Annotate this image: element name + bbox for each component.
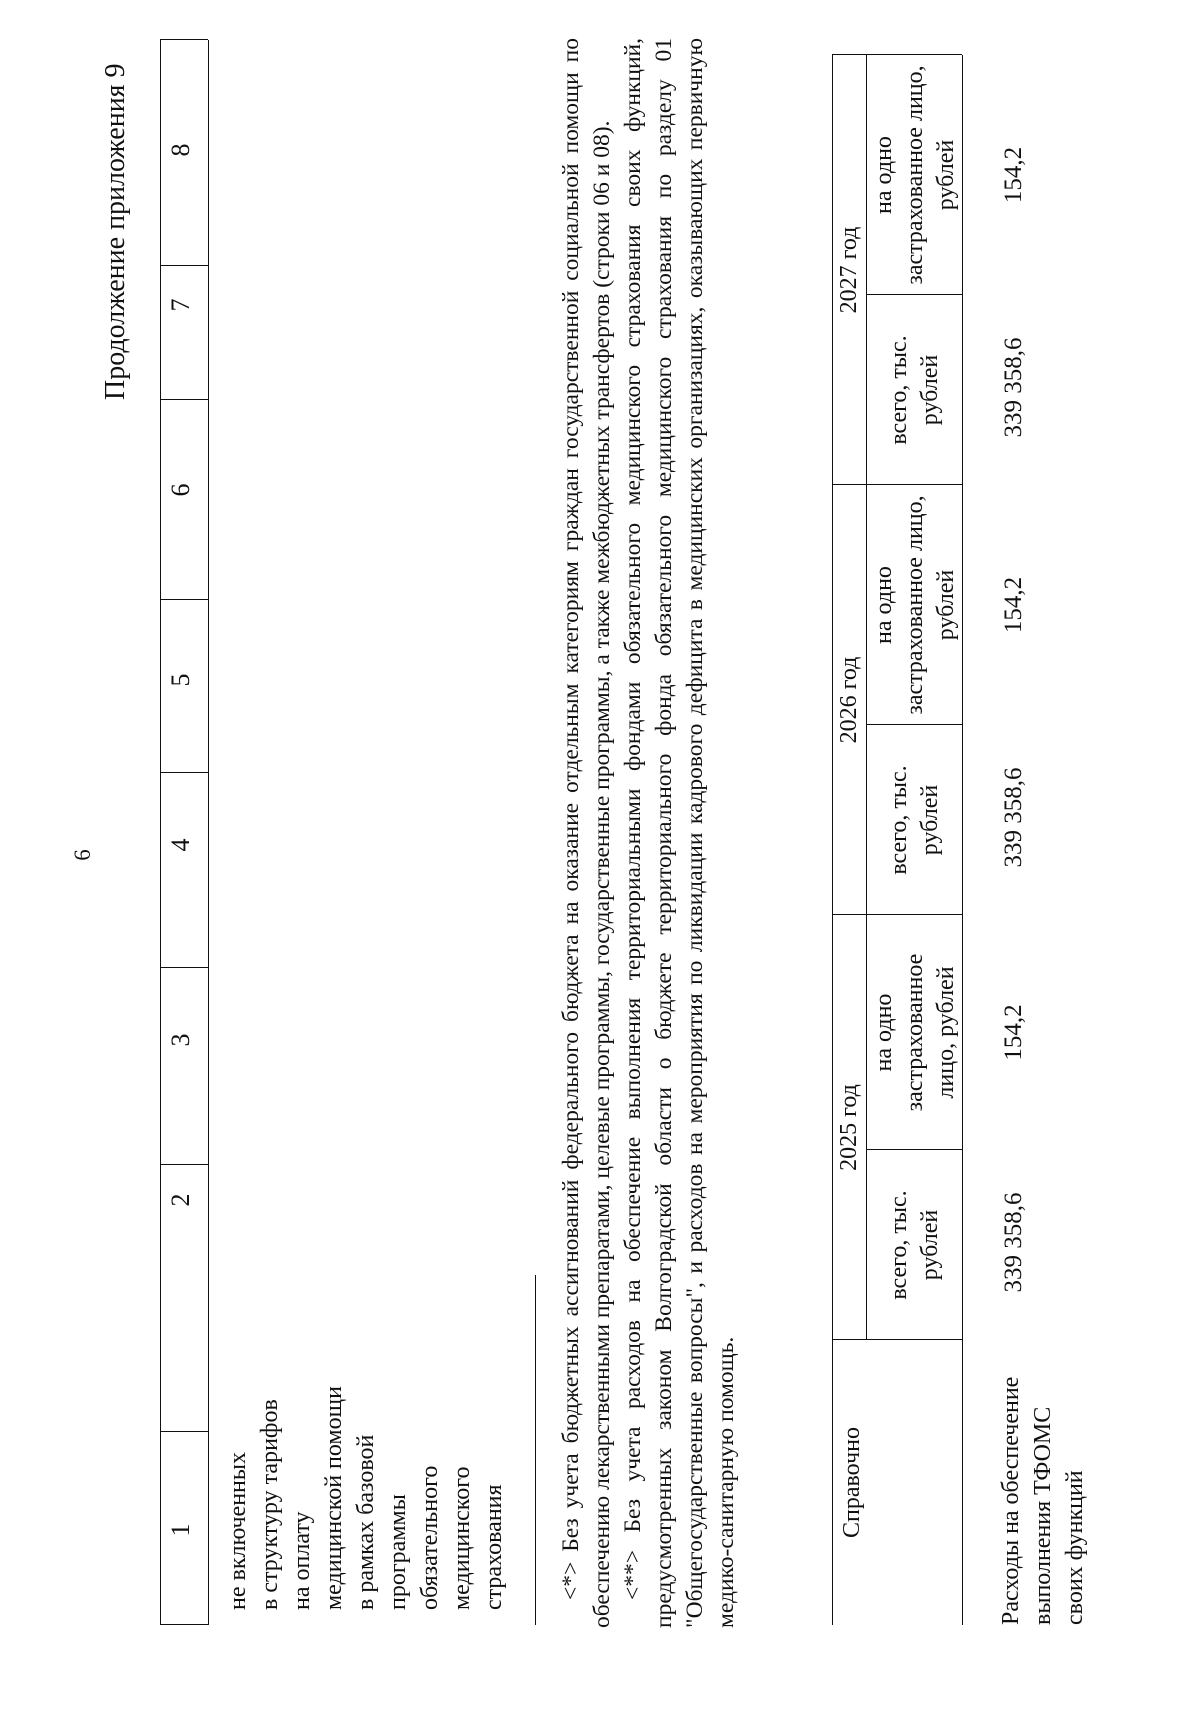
row-label-line: медицинской помощи [321,1386,347,1610]
value-2026-total: 339 358,6 [1000,767,1027,868]
footnote-rule [535,1275,536,1625]
reference-row-label: Расходы на обеспечение выполнения ТФОМС своих функций [998,1376,1088,1625]
continuation-heading: Продолжение приложения 9 [100,63,131,400]
row-label-line: на оплату [289,1511,315,1610]
page-number: 6 [70,849,95,861]
footnote-1: <*> Без учета бюджетных ассигнований федерального бюджета на оказание отдельным категориям граждан государственной социальной помощи по обеспечению лекарственными препаратами, целевые программы, государственные программы, а также межбюджетных трансфертов (строки 06 и 08). [558,38,615,1628]
row-label-line: обязательного [417,1465,443,1610]
subheader-per-person-2025: на одно застрахованное лицо, рублей [870,953,959,1112]
row-label-line: в структуру тарифов [257,1399,283,1610]
column-number-2: 2 [166,1193,195,1207]
value-2026-per-person: 154,2 [1000,576,1027,634]
column-number-6: 6 [166,483,195,497]
column-number-1: 1 [166,1523,195,1537]
value-2025-per-person: 154,2 [1000,1004,1027,1061]
row-label-line: программы [385,1494,411,1610]
year-header-2026: 2026 год [835,656,862,744]
year-header-2027: 2027 год [835,226,862,314]
row-label-line: не включенных [225,1451,251,1610]
subheader-total-2026: всего, тыс. рублей [886,765,943,875]
column-number-3: 3 [166,1033,195,1047]
subheader-total-2025: всего, тыс. рублей [886,1190,943,1300]
row-label-line: медицинского [449,1466,475,1610]
column-number-4: 4 [166,838,195,852]
column-number-7: 7 [166,298,195,312]
subheader-total-2027: всего, тыс. рублей [886,335,943,445]
footnotes [556,38,742,1628]
value-2027-total: 339 358,6 [1000,337,1027,438]
column-number-5: 5 [166,673,195,687]
subheader-per-person-2026: на одно застрахованное лицо, рублей [870,495,959,715]
year-header-2025: 2025 год [835,1084,862,1171]
reference-corner-label: Справочно [838,1427,865,1538]
value-2025-total: 339 358,6 [1000,1192,1027,1293]
row-label [222,1250,510,1610]
row-label-line: страхования [481,1484,507,1610]
value-2027-per-person: 154,2 [1000,146,1027,204]
footnote-2: <**> Без учета расходов на обеспечение выполнения территориальными фондами обязательного медицинского страхования своих функций, предусмотренных законом Волгоградской области о бюджете территориального фонда обязательного медицинского страхования по разделу 01 "Общегосударственные вопросы", и расходов на мероприятия по ликвидации кадрового дефицита в медицинских организациях, оказывающих первичную медико-санитарную помощь. [620,38,739,1628]
column-number-8: 8 [166,143,195,157]
row-label-line: в рамках базовой [353,1434,379,1610]
subheader-per-person-2027: на одно застрахованное лицо, рублей [870,65,959,285]
